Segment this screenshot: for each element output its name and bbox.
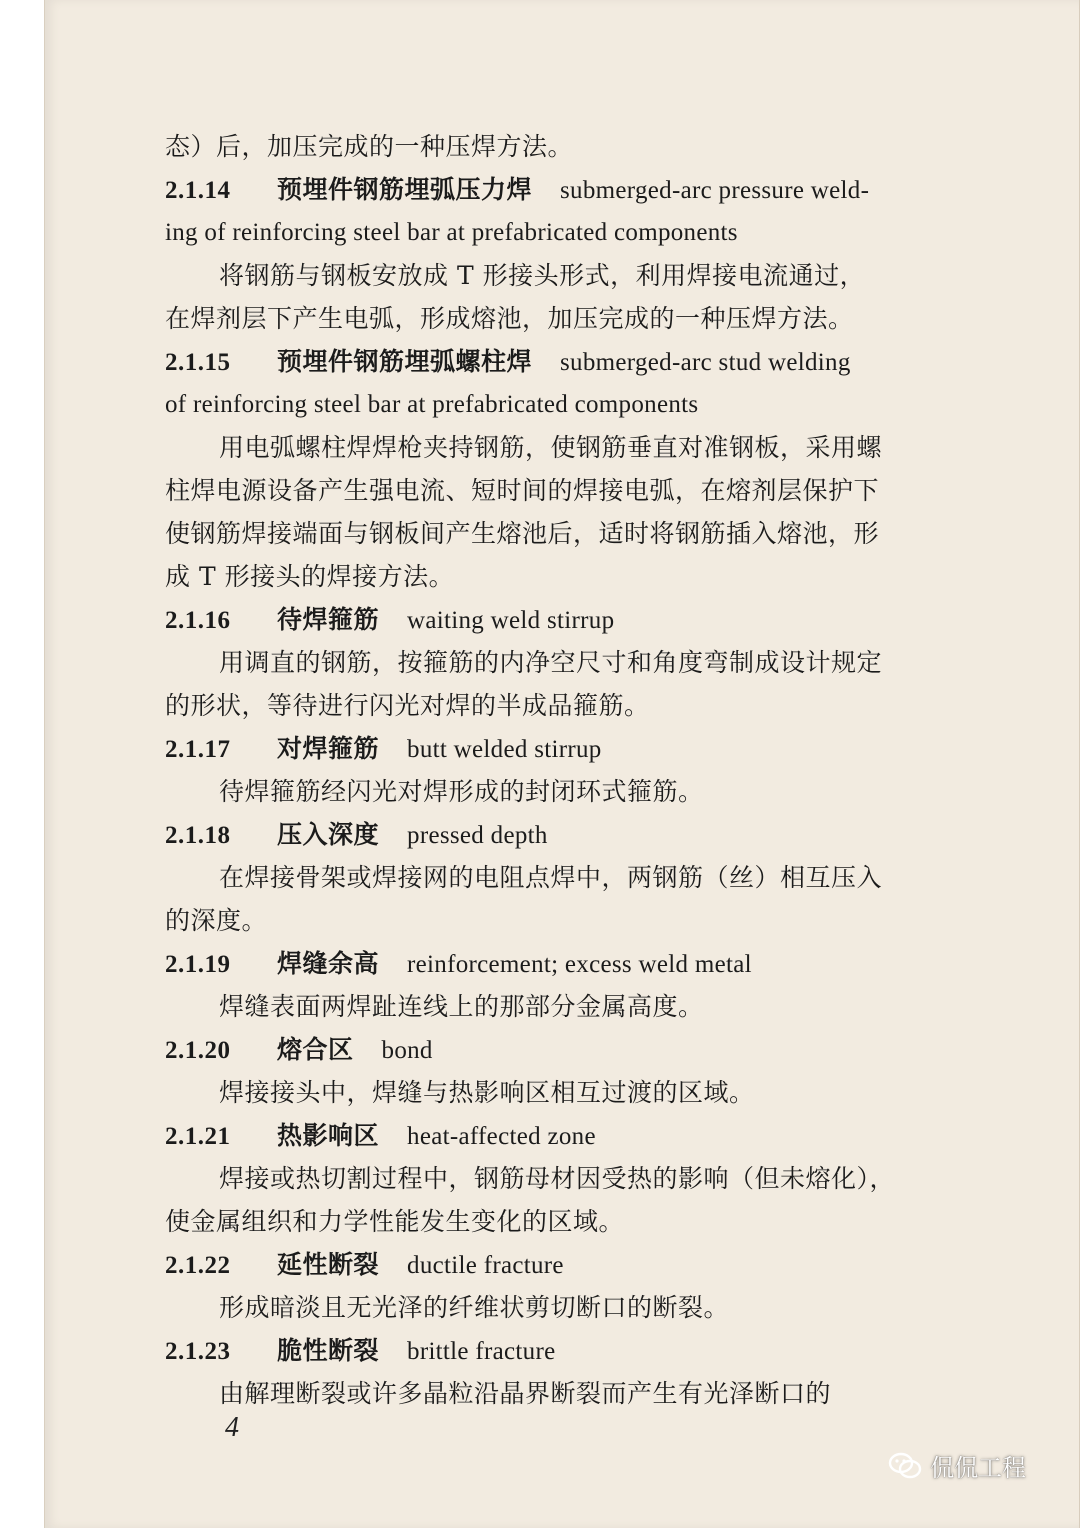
term-english: bond bbox=[381, 1037, 433, 1064]
term-line bbox=[165, 1114, 1000, 1157]
term-english: waiting weld stirrup bbox=[407, 607, 615, 634]
watermark-text: 侃侃工程 bbox=[930, 1454, 1026, 1482]
term-english: reinforcement; excess weld metal bbox=[407, 951, 752, 978]
term-chinese: 延性断裂 bbox=[277, 1250, 380, 1279]
term-chinese: 预埋件钢筋埋弧螺柱焊 bbox=[277, 347, 533, 376]
clause-number: 2.1.15 bbox=[165, 349, 231, 376]
paragraph-first-line: 形成暗淡且无光泽的纤维状剪切断口的断裂。 bbox=[219, 1293, 730, 1322]
term-english: pressed depth bbox=[407, 822, 548, 849]
text-line: 柱焊电源设备产生强电流、短时间的焊接电弧，在熔剂层保护下 bbox=[165, 476, 880, 505]
paragraph-first-line: 待焊箍筋经闪光对焊形成的封闭环式箍筋。 bbox=[219, 777, 704, 806]
term-line bbox=[165, 340, 1000, 383]
clause-number: 2.1.22 bbox=[165, 1252, 231, 1279]
text-line: 态）后，加压完成的一种压焊方法。 bbox=[165, 132, 574, 161]
term-chinese: 脆性断裂 bbox=[277, 1336, 380, 1365]
term-english: submerged-arc stud welding bbox=[560, 349, 851, 376]
term-english: ductile fracture bbox=[407, 1252, 564, 1279]
paragraph-first-line: 用电弧螺柱焊焊枪夹持钢筋，使钢筋垂直对准钢板，采用螺 bbox=[219, 433, 883, 462]
paragraph-first-line: 焊接接头中，焊缝与热影响区相互过渡的区域。 bbox=[219, 1078, 755, 1107]
text-line: 的深度。 bbox=[165, 906, 268, 935]
page-number: 4 bbox=[225, 1412, 239, 1443]
text-line: 使金属组织和力学性能发生变化的区域。 bbox=[165, 1207, 625, 1236]
term-chinese: 焊缝余高 bbox=[277, 949, 380, 978]
text-line: 使钢筋焊接端面与钢板间产生熔池后，适时将钢筋插入熔池，形 bbox=[165, 519, 880, 548]
term-line bbox=[165, 1243, 1000, 1286]
term-line bbox=[165, 168, 1000, 211]
book-page bbox=[44, 0, 1080, 1528]
term-chinese: 待焊箍筋 bbox=[277, 605, 380, 634]
term-line bbox=[165, 727, 1000, 770]
paragraph-first-line: 在焊接骨架或焊接网的电阻点焊中，两钢筋（丝）相互压入 bbox=[219, 863, 883, 892]
term-english: butt welded stirrup bbox=[407, 736, 602, 763]
clause-number: 2.1.18 bbox=[165, 822, 231, 849]
paragraph-first-line: 将钢筋与钢板安放成 T 形接头形式，利用焊接电流通过， bbox=[219, 261, 866, 290]
clause-number: 2.1.20 bbox=[165, 1037, 231, 1064]
term-chinese: 预埋件钢筋埋弧压力焊 bbox=[277, 175, 533, 204]
clause-number: 2.1.21 bbox=[165, 1123, 231, 1150]
term-line bbox=[165, 942, 1000, 985]
term-chinese: 热影响区 bbox=[277, 1121, 380, 1150]
wechat-icon bbox=[888, 1451, 922, 1481]
term-chinese: 压入深度 bbox=[277, 820, 380, 849]
watermark bbox=[888, 1448, 1026, 1483]
term-chinese: 熔合区 bbox=[277, 1035, 354, 1064]
clause-number: 2.1.14 bbox=[165, 177, 231, 204]
term-english: brittle fracture bbox=[407, 1338, 556, 1365]
paragraph-first-line: 由解理断裂或许多晶粒沿晶界断裂而产生有光泽断口的 bbox=[219, 1379, 832, 1408]
clause-number: 2.1.19 bbox=[165, 951, 231, 978]
term-english: heat-affected zone bbox=[407, 1123, 596, 1150]
term-line bbox=[165, 813, 1000, 856]
term-english: submerged-arc pressure weld- bbox=[560, 177, 870, 204]
page-body bbox=[165, 125, 1000, 1415]
term-chinese: 对焊箍筋 bbox=[277, 734, 380, 763]
text-line: ing of reinforcing steel bar at prefabricated components bbox=[165, 219, 738, 246]
term-line bbox=[165, 598, 1000, 641]
clause-number: 2.1.17 bbox=[165, 736, 231, 763]
clause-number: 2.1.16 bbox=[165, 607, 231, 634]
term-line bbox=[165, 1329, 1000, 1372]
term-line bbox=[165, 1028, 1000, 1071]
paragraph-first-line: 焊接或热切割过程中，钢筋母材因受热的影响（但未熔化）， bbox=[219, 1164, 896, 1193]
text-line: 在焊剂层下产生电弧，形成熔池，加压完成的一种压焊方法。 bbox=[165, 304, 854, 333]
text-line: 成 T 形接头的焊接方法。 bbox=[165, 562, 455, 591]
text-line: 的形状，等待进行闪光对焊的半成品箍筋。 bbox=[165, 691, 650, 720]
paragraph-first-line: 用调直的钢筋，按箍筋的内净空尺寸和角度弯制成设计规定 bbox=[219, 648, 883, 677]
paragraph-first-line: 焊缝表面两焊趾连线上的那部分金属高度。 bbox=[219, 992, 704, 1021]
text-line: of reinforcing steel bar at prefabricated components bbox=[165, 391, 699, 418]
clause-number: 2.1.23 bbox=[165, 1338, 231, 1365]
